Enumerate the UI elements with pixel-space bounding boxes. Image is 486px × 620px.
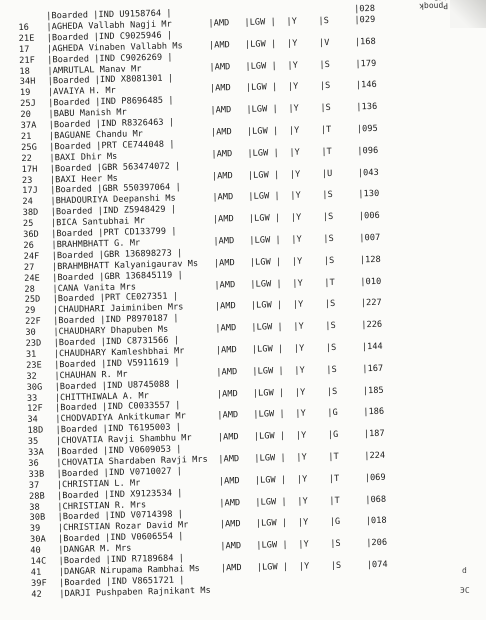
row-seq: |167 <box>362 363 384 374</box>
row-destination: |LGW | <box>254 474 287 486</box>
row-destination: |LGW | <box>255 518 288 530</box>
row-detail: |DARJI Pushpaben Rajnikant Ms <box>59 585 211 599</box>
row-detail: |Boarded |IND V0710027 | <box>56 466 183 480</box>
row-number: 21F <box>19 55 36 66</box>
row-number: 39F <box>30 578 47 589</box>
row-detail: |Boarded |PRT CE027351 | <box>52 291 179 305</box>
row-number: 25J <box>20 98 37 110</box>
row-detail: |Boarded |IND V0714398 | <box>57 509 184 523</box>
row-number: 23E <box>26 360 42 371</box>
row-detail: |AGHEDA Vinaben Vallabh Ms <box>46 40 183 55</box>
header-fragment: Ppnoqk <box>419 1 449 11</box>
row-seq: |144 <box>361 341 383 353</box>
row-destination: |LGW | <box>256 540 288 551</box>
row-class: |Y <box>293 321 304 332</box>
row-destination: |LGW | <box>245 82 278 94</box>
row-status: |T <box>328 473 340 484</box>
row-detail: |Boarded |IND C9025946 | <box>46 30 173 44</box>
row-number: 18 <box>19 66 31 77</box>
row-origin: |AMD <box>217 432 239 443</box>
row-class: |Y <box>294 387 306 398</box>
row-detail: |Boarded |IND Z5948429 | <box>50 204 177 218</box>
row-number: 23 <box>21 175 33 186</box>
row-class: |Y <box>290 190 301 202</box>
row-seq: |206 <box>366 537 388 549</box>
row-status: |S <box>325 342 337 353</box>
row-number: 38D <box>22 207 39 219</box>
row-number: 25D <box>24 294 41 306</box>
row-seq: |186 <box>363 407 385 418</box>
row-status: |S <box>325 320 336 332</box>
row-status: |S <box>318 15 329 27</box>
row-class: |Y <box>298 539 309 550</box>
row-origin: |AMD <box>215 345 237 356</box>
row-class: |Y <box>291 256 303 267</box>
row-detail: |Boarded |GBR 550397064 | <box>50 182 181 196</box>
row-class: |Y <box>290 212 302 223</box>
row-number: 25G <box>21 142 37 153</box>
row-detail: |DANGAR Nirupama Rambhai Ms <box>58 563 200 578</box>
row-detail: |BAGUANE Chandu Mr <box>48 129 144 142</box>
row-number: 37 <box>28 480 40 491</box>
row-status: |S <box>326 364 337 375</box>
row-status: |S <box>324 299 336 310</box>
row-detail: |CHOVATIA Ravji Shambhu Mr <box>55 433 192 447</box>
row-number: 18D <box>27 425 44 437</box>
row-origin: |AMD <box>217 410 239 421</box>
row-seq: |130 <box>358 189 380 200</box>
row-number: 19 <box>19 88 31 99</box>
row-destination: |LGW | <box>250 300 283 312</box>
row-destination: |LGW | <box>251 322 283 333</box>
row-origin: |AMD <box>209 61 231 73</box>
row-seq: |028 <box>354 3 376 15</box>
row-origin: |AMD <box>218 475 240 487</box>
row-seq: |043 <box>357 167 379 178</box>
row-class: |Y <box>294 365 305 376</box>
row-status: |T <box>329 495 340 506</box>
row-detail: |CHRISTIAN R. Mrs <box>57 499 147 512</box>
row-detail: |BRAHMBHATT Kalyanigaurav Ms <box>51 258 199 272</box>
row-seq: |146 <box>355 80 377 91</box>
row-destination: |LGW | <box>244 17 276 28</box>
row-class: |Y <box>286 16 297 27</box>
row-destination: |LGW | <box>253 409 285 421</box>
row-seq: |074 <box>366 559 388 571</box>
row-class: |Y <box>295 430 307 441</box>
row-number: 40 <box>30 545 41 556</box>
row-number: 26 <box>23 240 35 251</box>
row-seq: |168 <box>354 36 376 48</box>
row-origin: |AMD <box>208 39 230 51</box>
row-number: 36D <box>23 229 39 240</box>
row-destination: |LGW | <box>244 38 277 50</box>
row-status: |S <box>326 386 338 397</box>
row-detail: |CHRISTIAN L. Mr <box>56 478 141 490</box>
row-detail: |Boarded |PRT CD133799 | <box>51 226 177 240</box>
row-status: |S <box>323 233 334 245</box>
row-detail: |Boarded |IND X8081301 | <box>47 73 174 87</box>
row-origin: |AMD <box>215 323 237 334</box>
row-detail: |Boarded |GBR 136845119 | <box>52 269 183 283</box>
row-number: 28 <box>24 284 35 295</box>
row-number: 41 <box>30 567 42 578</box>
row-detail: |Boarded |IND R7189684 | <box>58 553 185 567</box>
row-origin: |AMD <box>214 279 236 291</box>
row-destination: |LGW | <box>246 104 278 115</box>
row-seq: |136 <box>356 101 378 113</box>
row-detail: |CHRISTIAN Rozar David Mr <box>57 520 189 534</box>
row-destination: |LGW | <box>252 387 285 399</box>
row-number: 17J <box>22 185 38 197</box>
row-number: 25 <box>22 218 34 230</box>
row-number: 32 <box>26 371 37 382</box>
row-origin: |AMD <box>212 214 234 225</box>
row-origin: |AMD <box>213 257 235 269</box>
row-origin: |AMD <box>210 127 232 138</box>
row-origin: |AMD <box>219 497 241 509</box>
row-status: |S <box>320 103 331 114</box>
row-detail: |CHODVADIYA Ankitkumar Mr <box>55 411 187 425</box>
row-number: 30 <box>25 327 36 339</box>
row-number: 22F <box>25 316 41 328</box>
row-detail: |Boarded |IND V0609053 | <box>56 444 182 458</box>
row-detail: |Boarded |IND T6195003 | <box>55 422 182 436</box>
row-status: |T <box>321 146 332 157</box>
row-status: |G <box>327 429 339 441</box>
row-detail: |Boarded |IND C0033557 | <box>55 400 181 414</box>
row-number: 34H <box>19 77 36 88</box>
row-destination: |LGW | <box>253 431 286 442</box>
row-destination: |LGW | <box>250 278 282 290</box>
row-detail: |BAXI Heer Ms <box>49 173 118 185</box>
row-status: |G <box>327 408 338 419</box>
row-detail: |CHAUDHARY Kamleshbhai Mr <box>53 346 185 360</box>
row-class: |Y <box>289 169 301 180</box>
row-number: 24E <box>24 273 40 284</box>
row-status: |T <box>324 277 335 288</box>
row-seq: |226 <box>361 319 383 331</box>
row-number: 35 <box>27 436 39 447</box>
row-detail: |Boarded |PRT CE744048 | <box>49 139 175 153</box>
row-number: 33 <box>26 393 38 404</box>
row-status: |S <box>319 59 330 70</box>
row-origin: |AMD <box>219 519 241 530</box>
row-class: |Y <box>296 474 308 485</box>
row-number: 21E <box>18 33 35 44</box>
row-detail: |Boarded |IND V5911619 | <box>54 357 180 371</box>
row-status: |S <box>323 255 335 266</box>
row-number: 24 <box>22 197 34 208</box>
row-class: |Y <box>287 81 299 93</box>
row-origin: |AMD <box>210 105 232 116</box>
row-detail: |Boarded |IND C8731566 | <box>53 335 180 349</box>
row-number: 23D <box>25 338 42 349</box>
row-detail: |DANGAR M. Mrs <box>58 543 132 556</box>
row-destination: |LGW | <box>255 496 287 508</box>
row-destination: |LGW | <box>249 256 282 268</box>
row-detail: |AMRUTLAL Manav Mr <box>47 63 142 76</box>
margin-mark-2: ЭС <box>460 586 470 595</box>
row-detail: |CHOVATIA Shardaben Ravji Mrs <box>56 454 208 469</box>
row-detail: |BAXI Dhir Ms <box>49 151 118 164</box>
row-class: |Y <box>295 408 306 420</box>
row-class: |Y <box>297 517 309 529</box>
row-origin: |AMD <box>216 366 238 378</box>
row-number: 31 <box>25 349 37 360</box>
row-destination: |LGW | <box>248 191 280 203</box>
row-destination: |LGW | <box>246 126 279 137</box>
row-destination: |LGW | <box>252 365 284 377</box>
row-class: |Y <box>293 343 305 354</box>
row-origin: |AMD <box>220 562 242 574</box>
row-class: |Y <box>292 278 303 289</box>
row-seq: |010 <box>360 276 382 287</box>
row-origin: |AMD <box>208 18 230 29</box>
row-destination: |LGW | <box>251 343 284 355</box>
row-seq: |095 <box>356 123 378 135</box>
row-detail: |Boarded |IND P8696485 | <box>48 95 174 109</box>
row-number: 20 <box>20 109 32 121</box>
row-class: |Y <box>296 452 307 463</box>
row-class: |Y <box>288 125 300 136</box>
row-origin: |AMD <box>218 453 240 465</box>
row-seq: |029 <box>354 14 376 26</box>
row-detail: |AGHEDA Vallabh Nagji Mr <box>46 19 172 33</box>
row-status: |G <box>329 517 341 528</box>
row-destination: |LGW | <box>249 234 281 246</box>
row-number: 29 <box>24 305 36 317</box>
row-destination: |LGW | <box>245 60 277 72</box>
row-origin: |AMD <box>211 148 233 160</box>
row-destination: |LGW | <box>247 169 280 181</box>
row-status: |S <box>330 538 341 550</box>
row-number: 21 <box>20 131 32 142</box>
row-number: 16 <box>18 22 30 33</box>
row-status: |U <box>321 168 333 179</box>
row-seq: |007 <box>359 232 381 244</box>
row-detail: |CHITTHIWALA A. Mr <box>54 390 150 403</box>
row-detail: |Boarded |IND V8651721 | <box>58 575 185 589</box>
passenger-manifest <box>18 0 462 606</box>
row-number: 17H <box>21 164 38 175</box>
row-seq: |224 <box>364 450 386 462</box>
row-number: 34 <box>27 414 38 426</box>
page-corner-shadow <box>450 0 486 28</box>
row-detail: |Boarded |IND U8745088 | <box>54 379 181 392</box>
row-origin: |AMD <box>220 541 242 552</box>
row-seq: |018 <box>365 516 387 527</box>
row-detail: |Boarded |IND U9158764 | <box>46 8 172 22</box>
row-status: |S <box>322 211 334 223</box>
row-number: 12F <box>27 403 43 415</box>
margin-mark-1: d <box>462 566 467 575</box>
row-seq: |185 <box>362 385 384 396</box>
row-number: 22 <box>21 153 33 164</box>
row-detail: |BRAHMBHATT G. Mr <box>51 238 141 251</box>
row-destination: |LGW | <box>256 561 289 573</box>
row-number: 39 <box>29 523 41 535</box>
row-class: |Y <box>286 38 298 49</box>
row-class: |Y <box>288 103 299 114</box>
row-origin: |AMD <box>214 301 236 312</box>
row-status: |S <box>319 81 331 92</box>
row-class: |Y <box>291 234 302 245</box>
row-detail: |CHAUHAN R. Mr <box>54 369 128 381</box>
row-detail: |Boarded |GBR 136898273 | <box>51 248 183 262</box>
row-detail: |CHAUDHARY Dhapuben Ms <box>53 324 169 338</box>
row-class: |Y <box>289 147 300 158</box>
row-seq: |227 <box>360 298 382 309</box>
row-number: 30B <box>29 512 46 524</box>
row-destination: |LGW | <box>247 147 279 159</box>
row-class: |Y <box>292 299 304 311</box>
row-number: 36 <box>28 458 39 469</box>
row-number: 42 <box>31 589 42 600</box>
row-origin: |AMD <box>212 192 234 203</box>
row-number: 33A <box>28 447 44 458</box>
row-detail: |BHADOURIYA Deepanshi Ms <box>50 193 176 207</box>
row-seq: |187 <box>363 428 385 440</box>
row-origin: |AMD <box>216 388 238 400</box>
row-status: |S <box>322 190 333 201</box>
row-number: 28B <box>29 491 45 502</box>
row-detail: |Boarded |IND X9123534 | <box>57 487 183 501</box>
row-detail: |BICA Santubhai Mr <box>50 216 146 229</box>
row-number: 14C <box>30 556 47 567</box>
row-number: 24F <box>23 251 40 262</box>
row-number: 37A <box>20 120 37 131</box>
row-detail: |AVAIYA H. Mr <box>47 86 116 98</box>
row-destination: |LGW | <box>248 213 281 224</box>
row-origin: |AMD <box>209 83 231 94</box>
row-class: |Y <box>287 60 298 71</box>
row-status: |T <box>320 124 332 136</box>
row-destination: |LGW | <box>254 452 286 464</box>
row-detail: |CHAUDHARI Jaiminiben Mrs <box>52 302 184 316</box>
row-class: |Y <box>297 496 308 507</box>
row-seq: |006 <box>358 210 380 222</box>
row-number: 33B <box>28 469 45 480</box>
row-detail: |Boarded |IND P8970187 | <box>53 313 179 327</box>
row-detail: |Boarded |GBR 563474072 | <box>49 160 181 174</box>
row-detail: |Boarded |IND R8326463 | <box>48 117 175 131</box>
row-seq: |069 <box>364 472 386 483</box>
row-number: 27 <box>23 262 35 273</box>
row-detail: |Boarded |IND C9026269 | <box>47 52 173 65</box>
row-seq: |179 <box>355 58 377 69</box>
row-status: |V <box>318 37 330 48</box>
row-detail: |CANA Vanita Mrs <box>52 281 137 294</box>
row-number: 38 <box>29 502 40 513</box>
row-detail: |BABU Manish Mr <box>48 107 127 120</box>
row-number: 30A <box>30 534 46 546</box>
row-seq: |068 <box>365 494 387 505</box>
row-seq: |128 <box>359 254 381 265</box>
row-status: |T <box>328 451 339 462</box>
row-class: |Y <box>298 561 310 572</box>
row-number: 30G <box>26 382 43 393</box>
row-status: |S <box>330 560 342 571</box>
row-origin: |AMD <box>213 236 235 247</box>
row-origin: |AMD <box>211 170 233 182</box>
row-number: 17 <box>18 44 30 55</box>
row-detail: |Boarded |IND V0606554 | <box>57 531 184 545</box>
row-seq: |096 <box>357 145 379 157</box>
